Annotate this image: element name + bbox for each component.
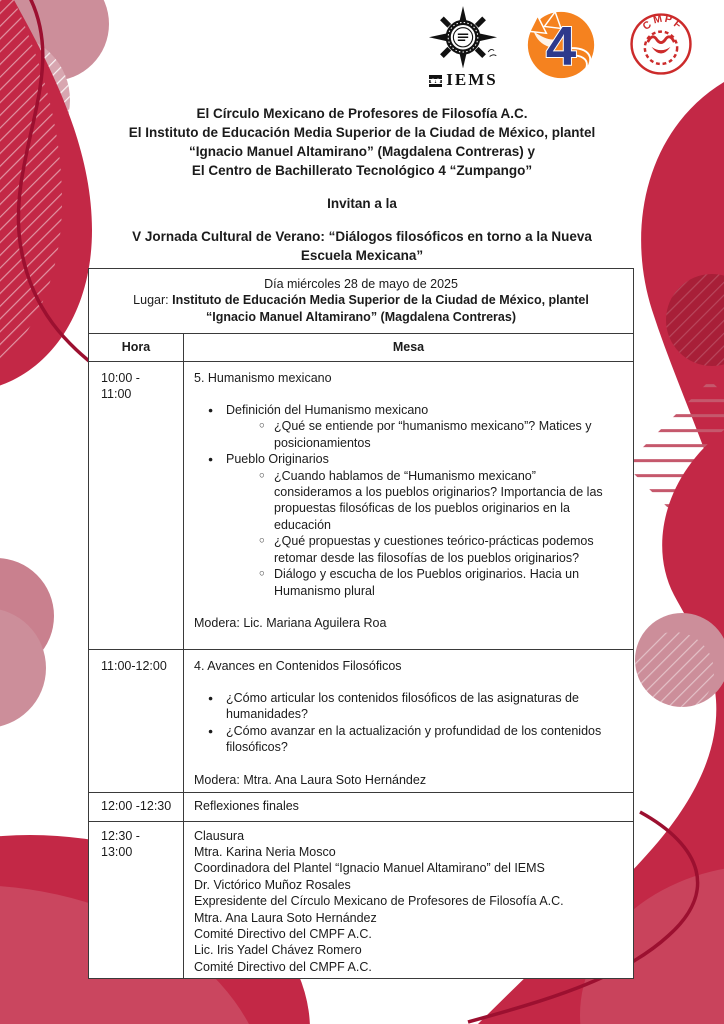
date-line: Día miércoles 28 de mayo de 2025 xyxy=(264,277,458,291)
bullet-list xyxy=(194,402,617,599)
table-info-header xyxy=(89,269,633,334)
bullet-dot-icon: ● xyxy=(208,693,214,704)
cmpf-letter: C xyxy=(641,19,654,33)
hora-cell xyxy=(89,822,184,978)
hora-line: 12:30 - xyxy=(101,828,140,843)
list-item xyxy=(208,451,617,467)
event-title-line: Escuela Mexicana” xyxy=(300,248,424,263)
schedule-row xyxy=(89,362,633,650)
moderator-line: Modera: Mtra. Ana Laura Soto Hernández xyxy=(194,772,427,787)
cbt4-digit: 4 xyxy=(545,15,577,77)
sub-list-item-text: ¿Cuando hablamos de “Humanismo mexicano” consideramos a los pueblos originarios? Importancia de las propuestas filosóficas de los pueblos originarios en la educación xyxy=(274,468,603,532)
list-item xyxy=(208,402,617,418)
closing-line: Expresidente del Círculo Mexicano de Profesores de Filosofía A.C. xyxy=(194,894,564,909)
iems-compass-icon xyxy=(426,6,500,70)
cmpf-logo xyxy=(622,6,700,82)
lugar-line2 xyxy=(97,309,625,325)
closing-line: Dr. Victórico Muñoz Rosales xyxy=(194,877,351,892)
list-item-text: ¿Cómo avanzar en la actualización y profundidad de los contenidos filosóficos? xyxy=(226,723,602,755)
bullet-dot-icon: ● xyxy=(208,405,214,416)
sub-list-item xyxy=(259,468,617,534)
column-header-row xyxy=(89,334,633,361)
mesa-cell xyxy=(184,822,633,978)
circle-bullet-icon: ○ xyxy=(259,568,265,580)
cbt4-fox-logo xyxy=(522,6,600,84)
schedule-row xyxy=(89,650,633,793)
mesa-title: 5. Humanismo mexicano xyxy=(194,370,332,385)
lugar-label: Lugar: xyxy=(133,293,173,308)
org-line: El Centro de Bachillerato Tecnológico 4 “Zumpango” xyxy=(191,163,533,178)
list-item xyxy=(208,723,617,756)
circle-bullet-icon: ○ xyxy=(259,535,265,547)
lugar-value-line1: Instituto de Educación Media Superior de la Ciudad de México, plantel xyxy=(172,293,589,308)
org-line: El Círculo Mexicano de Profesores de Filosofía A.C. xyxy=(196,106,528,121)
mesa-cell xyxy=(184,650,633,792)
sub-list-item xyxy=(259,418,617,451)
sub-list-item xyxy=(259,533,617,566)
mesa-cell xyxy=(184,362,633,649)
bullet-dot-icon: ● xyxy=(208,725,214,736)
schedule-table xyxy=(88,268,634,979)
invite-line: Invitan a la xyxy=(327,196,397,211)
bullet-dot-icon: ● xyxy=(208,454,214,465)
sub-list-item-text: Diálogo y escucha de los Pueblos originarios. Hacia un Humanismo plural xyxy=(274,567,580,598)
decor-hatch-overlay xyxy=(634,632,714,712)
moderator-line: Modera: Lic. Mariana Aguilera Roa xyxy=(194,615,387,630)
iems-wordmark-text: IEMS xyxy=(446,70,498,89)
column-header-mesa: Mesa xyxy=(392,340,425,355)
list-item-text: Definición del Humanismo mexicano xyxy=(226,403,429,418)
circle-bullet-icon: ○ xyxy=(259,420,265,432)
iems-logo xyxy=(426,6,500,88)
org-line: “Ignacio Manuel Altamirano” (Magdalena Contreras) y xyxy=(188,144,536,159)
hora-cell xyxy=(89,650,184,792)
closing-line: Mtra. Karina Neria Mosco xyxy=(194,845,336,860)
cmpf-letter: P xyxy=(663,13,673,27)
list-item xyxy=(208,690,617,723)
cmpf-letter: F xyxy=(671,18,683,32)
bullet-list xyxy=(194,690,617,756)
closing-line: Lic. Iris Yadel Chávez Romero xyxy=(194,943,362,958)
header-block xyxy=(0,104,724,265)
hora-cell xyxy=(89,362,184,649)
column-header-hora: Hora xyxy=(89,334,184,360)
schedule-row xyxy=(89,822,633,978)
closing-line: Clausura xyxy=(194,828,245,843)
iems-wordmark xyxy=(428,71,497,88)
logo-row xyxy=(426,6,700,88)
hora-line: 11:00 xyxy=(101,387,132,402)
closing-line: Comité Directivo del CMPF A.C. xyxy=(194,959,372,974)
org-line: El Instituto de Educación Media Superior de la Ciudad de México, plantel xyxy=(128,125,596,140)
closing-line: Comité Directivo del CMPF A.C. xyxy=(194,927,372,942)
sub-list-item-text: ¿Qué se entiende por “humanismo mexicano”? Matices y posicionamientos xyxy=(274,419,592,450)
sub-list-item xyxy=(259,566,617,599)
hora-line: 10:00 - xyxy=(101,370,140,385)
sub-list-item-text: ¿Qué propuestas y cuestiones teórico-prácticas podemos retomar desde las filosofías de los pueblos originarios? xyxy=(274,534,594,565)
cmpf-letter: M xyxy=(652,13,664,27)
schedule-row xyxy=(89,793,633,822)
hora-line: 11:00-12:00 xyxy=(101,658,167,673)
closing-line: Mtra. Ana Laura Soto Hernández xyxy=(194,910,377,925)
mesa-title: 4. Avances en Contenidos Filosóficos xyxy=(194,658,402,673)
list-item-text: Pueblo Originarios xyxy=(226,452,329,467)
hora-line: 13:00 xyxy=(101,845,133,860)
iems-emblem-icon xyxy=(428,74,444,88)
event-title xyxy=(0,227,724,265)
hora-line: 12:00 -12:30 xyxy=(101,798,172,813)
hora-cell xyxy=(89,793,184,821)
lugar-line xyxy=(97,292,625,308)
lugar-value-line2: “Ignacio Manuel Altamirano” (Magdalena Contreras) xyxy=(205,309,516,324)
closing-line: Coordinadora del Plantel “Ignacio Manuel Altamirano” del IEMS xyxy=(194,861,545,876)
event-title-line: V Jornada Cultural de Verano: “Diálogos filosóficos en torno a la Nueva xyxy=(132,229,592,244)
circle-bullet-icon: ○ xyxy=(259,469,265,481)
list-item-text: ¿Cómo articular los contenidos filosóficos de las asignaturas de humanidades? xyxy=(226,691,579,722)
mesa-title: Reflexiones finales xyxy=(194,798,299,813)
mesa-cell xyxy=(184,793,633,821)
